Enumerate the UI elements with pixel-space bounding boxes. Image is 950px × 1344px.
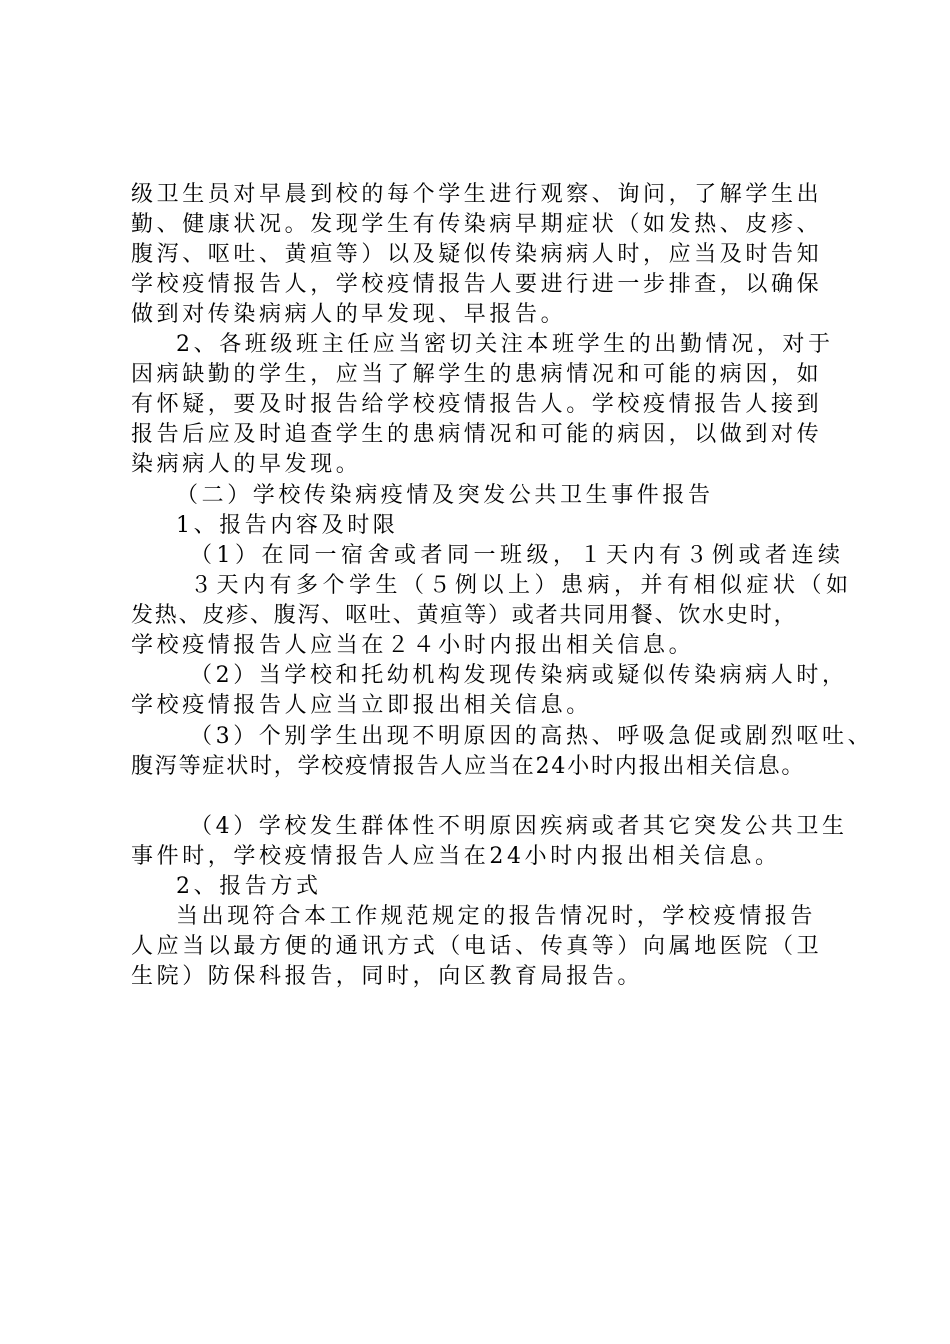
paragraph-line: 腹泻等症状时，学校疫情报告人应当在24小时内报出相关信息。 — [131, 754, 806, 779]
paragraph-line: ３天内有多个学生（５例以上）患病，并有相似症状（如 — [190, 573, 853, 598]
paragraph-line: （3）个别学生出现不明原因的高热、呼吸急促或剧烈呕吐、 — [190, 724, 874, 749]
subsection-heading: 2、报告方式 — [176, 874, 322, 899]
paragraph-line: 勤、健康状况。发现学生有传染病早期症状（如发热、皮疹、 — [131, 212, 823, 237]
paragraph-line: 腹泻、呕吐、黄疸等）以及疑似传染病病人时，应当及时告知 — [131, 242, 823, 267]
paragraph-line: 当出现符合本工作规范规定的报告情况时，学校疫情报告 — [176, 904, 817, 929]
paragraph-line: （4）学校发生群体性不明原因疾病或者其它突发公共卫生 — [190, 814, 848, 839]
paragraph-line: 因病缺勤的学生，应当了解学生的患病情况和可能的病因，如 — [131, 362, 823, 387]
paragraph-line: 染病病人的早发现。 — [131, 452, 362, 477]
paragraph-line: 生院）防保科报告，同时，向区教育局报告。 — [131, 964, 644, 989]
paragraph-line: 学校疫情报告人应当立即报出相关信息。 — [131, 693, 592, 718]
subsection-heading: 1、报告内容及时限 — [176, 513, 399, 538]
paragraph-line: （1）在同一宿舍或者同一班级，１天内有３例或者连续 — [190, 543, 845, 568]
paragraph-line: 级卫生员对早晨到校的每个学生进行观察、询问，了解学生出 — [131, 182, 823, 207]
paragraph-line: 人应当以最方便的通讯方式（电话、传真等）向属地医院（卫 — [131, 934, 823, 959]
paragraph-line: 报告后应及时追查学生的患病情况和可能的病因，以做到对传 — [131, 422, 823, 447]
paragraph-line: （2）当学校和托幼机构发现传染病或疑似传染病病人时， — [190, 663, 848, 688]
paragraph-line: 做到对传染病病人的早发现、早报告。 — [131, 302, 567, 327]
paragraph-line: 事件时，学校疫情报告人应当在24小时内报出相关信息。 — [131, 844, 781, 869]
paragraph-line: 有怀疑，要及时报告给学校疫情报告人。学校疫情报告人接到 — [131, 392, 823, 417]
paragraph-line: 发热、皮疹、腹泻、呕吐、黄疸等）或者共同用餐、饮水史时， — [131, 603, 798, 628]
paragraph-line: 学校疫情报告人，学校疫情报告人要进行进一步排查，以确保 — [131, 272, 823, 297]
paragraph-line: 学校疫情报告人应当在２４小时内报出相关信息。 — [131, 633, 695, 658]
section-heading: （二）学校传染病疫情及突发公共卫生事件报告 — [176, 483, 714, 508]
paragraph-line: 2、各班级班主任应当密切关注本班学生的出勤情况，对于 — [176, 332, 834, 357]
